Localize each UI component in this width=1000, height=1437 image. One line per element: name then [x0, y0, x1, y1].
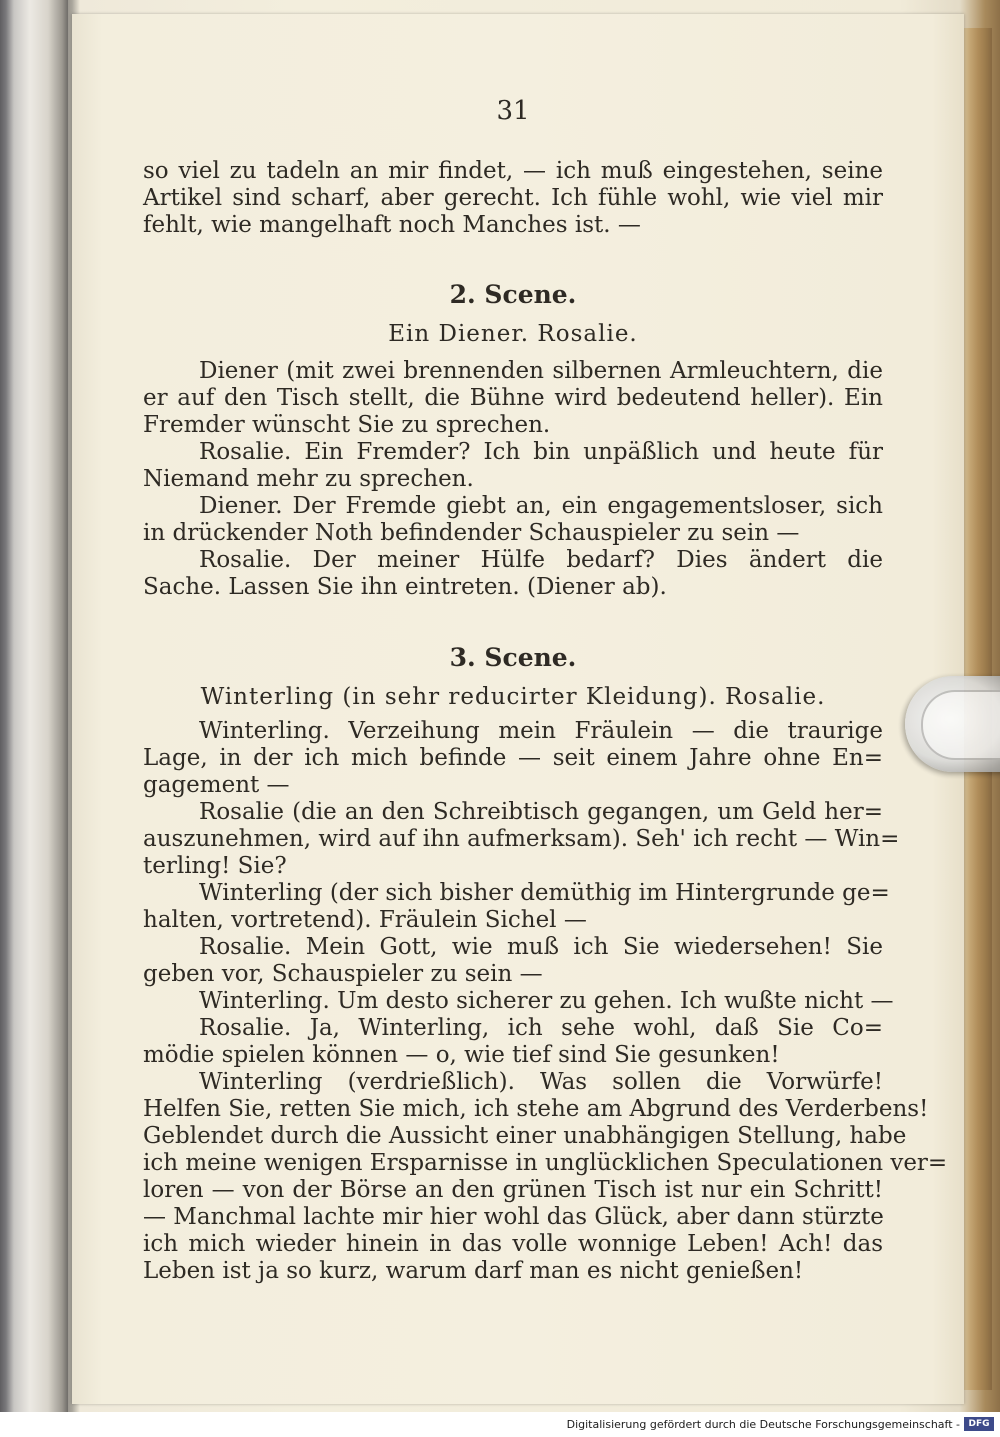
text-line: Rosalie. Ja, Winterling, ich sehe wohl, daß Sie Co= — [199, 1015, 883, 1041]
text-line: Niemand mehr zu sprechen. — [143, 466, 474, 492]
page-clip-highlight — [921, 690, 1000, 760]
text-line: Winterling. Um desto sicherer zu gehen. Ich wußte nicht — — [199, 988, 894, 1014]
text-line: Helfen Sie, retten Sie mich, ich stehe am Abgrund des Verderbens! — [143, 1096, 929, 1122]
text-line: so viel zu tadeln an mir findet, — ich muß eingestehen, seine — [143, 158, 883, 184]
text-line: Rosalie. Mein Gott, wie muß ich Sie wiedersehen! Sie — [199, 934, 883, 960]
text-line: halten, vortretend). Fräulein Sichel — — [143, 907, 587, 933]
text-line: Sache. Lassen Sie ihn eintreten. (Diener ab). — [143, 574, 667, 600]
text-line: Rosalie (die an den Schreibtisch gegangen, um Geld her= — [199, 799, 883, 825]
text-line: Geblendet durch die Aussicht einer unabhängigen Stellung, habe — [143, 1123, 907, 1149]
scene-2-heading: 2. Scene. — [449, 280, 577, 309]
scene-3-heading: 3. Scene. — [449, 643, 577, 672]
funding-notice: Digitalisierung gefördert durch die Deutsche Forschungsgemeinschaft - — [566, 1418, 960, 1431]
text-line: fehlt, wie mangelhaft noch Manches ist. — — [143, 212, 641, 238]
text-line: Diener. Der Fremde giebt an, ein engagementsloser, sich — [199, 493, 883, 519]
page-clip — [905, 676, 1000, 772]
page-number: 31 — [496, 96, 530, 126]
text-line: ich meine wenigen Ersparnisse in unglücklichen Speculationen ver= — [143, 1150, 948, 1176]
scene-2-characters: Ein Diener. Rosalie. — [388, 321, 638, 347]
text-line: loren — von der Börse an den grünen Tisch ist nur ein Schritt! — [143, 1177, 883, 1203]
text-line: Winterling (verdrießlich). Was sollen die Vorwürfe! — [199, 1069, 883, 1095]
text-line: Rosalie. Ein Fremder? Ich bin unpäßlich und heute für — [199, 439, 883, 465]
text-line: Winterling (der sich bisher demüthig im Hintergrunde ge= — [199, 880, 890, 906]
scene-3-characters: Winterling (in sehr reducirter Kleidung). Rosalie. — [200, 684, 826, 710]
text-line: geben vor, Schauspieler zu sein — — [143, 961, 543, 987]
text-line: in drückender Noth befindender Schauspieler zu sein — — [143, 520, 800, 546]
text-line: ich mich wieder hinein in das volle wonnige Leben! Ach! das — [143, 1231, 883, 1257]
text-line: terling! Sie? — [143, 853, 287, 879]
previous-page-edge — [0, 0, 68, 1412]
text-line: Fremder wünscht Sie zu sprechen. — [143, 412, 551, 438]
text-line: Winterling. Verzeihung mein Fräulein — die traurige — [199, 718, 883, 744]
text-line: Rosalie. Der meiner Hülfe bedarf? Dies ändert die — [199, 547, 883, 573]
text-line: auszunehmen, wird auf ihn aufmerksam). Seh' ich recht — Win= — [143, 826, 900, 852]
text-line: er auf den Tisch stellt, die Bühne wird bedeutend heller). Ein — [143, 385, 883, 411]
text-line: Artikel sind scharf, aber gerecht. Ich fühle wohl, wie viel mir — [143, 185, 883, 211]
text-line: — Manchmal lachte mir hier wohl das Glück, aber dann stürzte — [143, 1204, 884, 1230]
dfg-logo: DFG — [964, 1417, 994, 1431]
text-line: Diener (mit zwei brennenden silbernen Armleuchtern, die — [199, 358, 883, 384]
footer-bar — [0, 1412, 1000, 1437]
text-line: Lage, in der ich mich befinde — seit einem Jahre ohne En= — [143, 745, 883, 771]
text-line: Leben ist ja so kurz, warum darf man es nicht genießen! — [143, 1258, 804, 1284]
text-line: gagement — — [143, 772, 290, 798]
text-line: mödie spielen können — o, wie tief sind Sie gesunken! — [143, 1042, 780, 1068]
